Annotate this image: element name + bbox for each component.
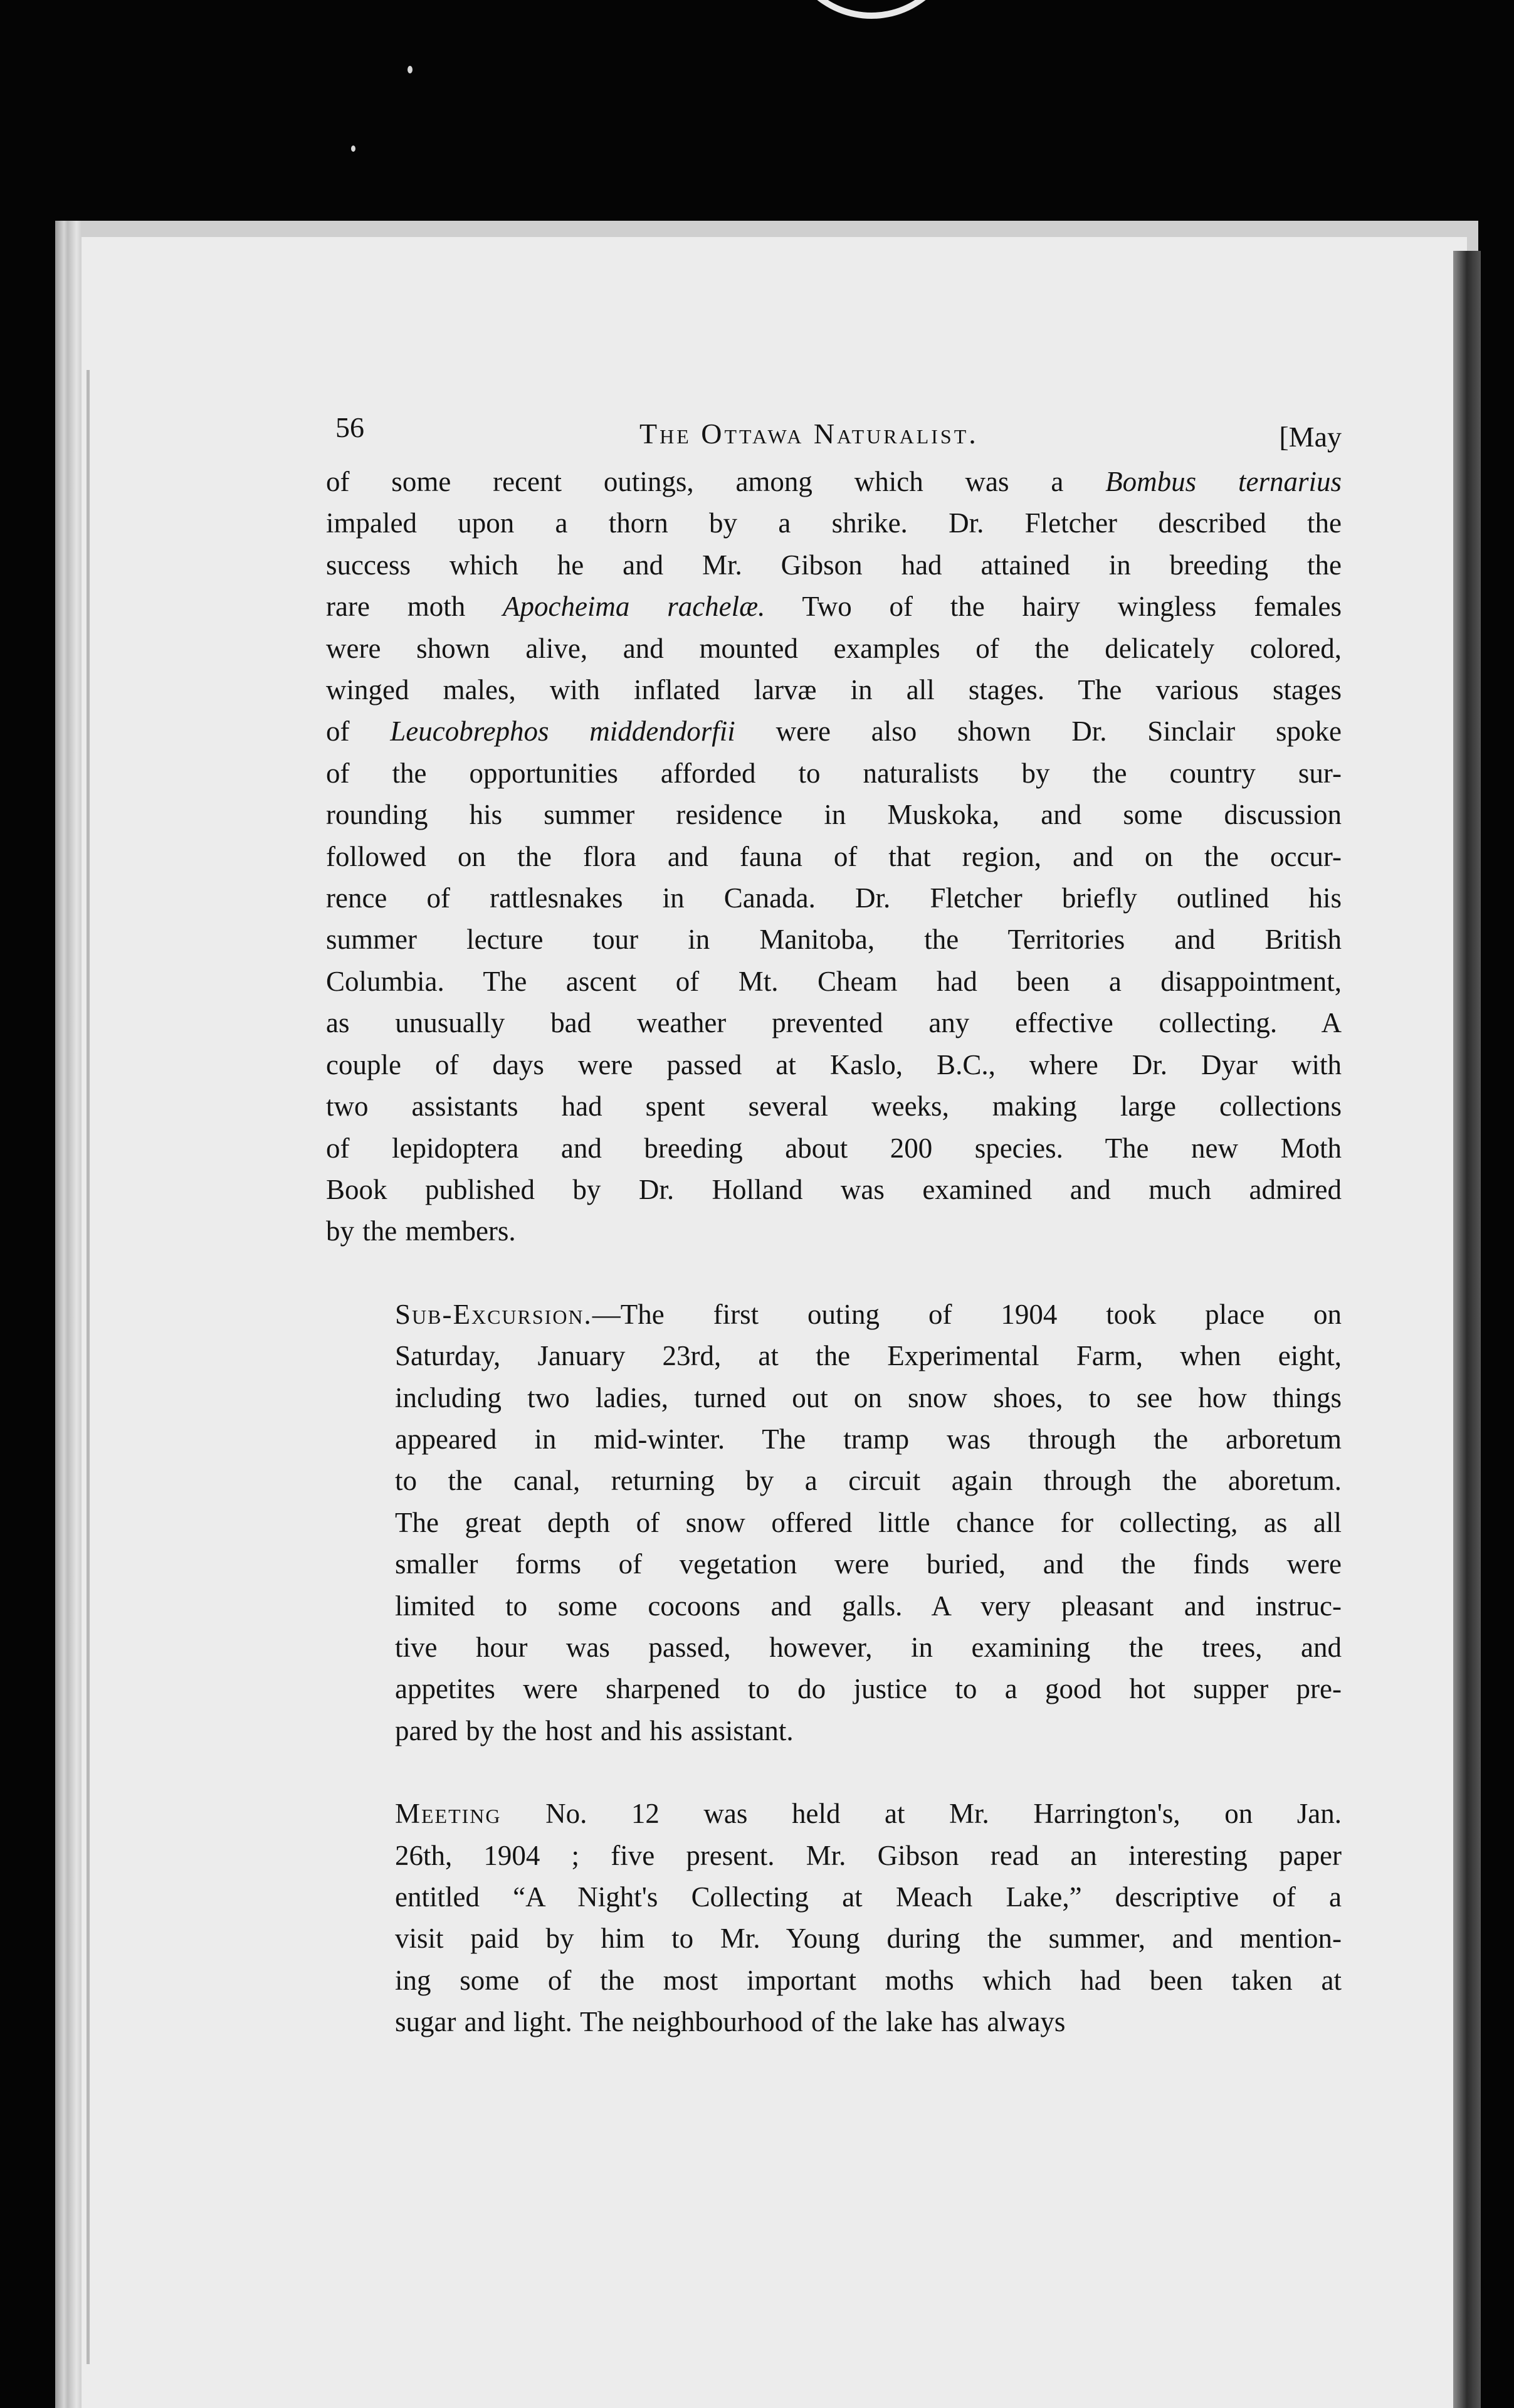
text-line: Columbia. The ascent of Mt. Cheam had been a disappointment, — [326, 965, 1342, 997]
text-line: followed on the flora and fauna of that region, and on the occur- — [326, 840, 1342, 872]
species-name: Bombus ternarius — [1105, 466, 1342, 497]
text-line: were shown alive, and mounted examples of the delicately colored, — [326, 632, 1342, 664]
species-name: Leucobrephos middendorfii — [390, 716, 735, 747]
text-line: rounding his summer residence in Muskoka, and some discussion — [326, 799, 1342, 831]
text-line: —The first outing of 1904 took place on — [592, 1298, 1342, 1330]
text-line: including two ladies, turned out on snow shoes, to see how things — [395, 1381, 1342, 1413]
dust-speck — [351, 145, 355, 152]
text-line: 26th, 1904 ; five present. Mr. Gibson read an interesting paper — [395, 1839, 1342, 1871]
text-line: limited to some cocoons and galls. A very pleasant and instruc- — [395, 1590, 1342, 1622]
text-line: No. 12 was held at Mr. Harrington's, on Jan. — [501, 1798, 1342, 1830]
species-name: Apocheima rachelæ. — [502, 591, 765, 623]
text-line: of Leucobrephos middendorfii were also shown Dr. Sinclair spoke — [326, 716, 1342, 747]
text-line: Saturday, January 23rd, at the Experimental Farm, when eight, — [395, 1340, 1342, 1372]
page-right-edge — [1453, 251, 1481, 2408]
journal-title: The Ottawa Naturalist. — [639, 418, 979, 450]
text-line: Book published by Dr. Holland was examined and much admired — [326, 1173, 1342, 1205]
text-line: entitled “A Night's Collecting at Meach Lake,” descriptive of a — [395, 1881, 1342, 1913]
text-line: appeared in mid-winter. The tramp was through the arboretum — [395, 1423, 1342, 1455]
text-line: couple of days were passed at Kaslo, B.C., where Dr. Dyar with — [326, 1048, 1342, 1080]
dust-speck — [407, 66, 413, 73]
page-content — [326, 411, 1342, 2043]
text-line: to the canal, returning by a circuit again through the aboretum. — [395, 1465, 1342, 1497]
text-line: tive hour was passed, however, in examining the trees, and — [395, 1631, 1342, 1663]
paragraph-meeting-notes — [326, 461, 1342, 1252]
text-line: visit paid by him to Mr. Young during the summer, and mention- — [395, 1923, 1342, 1955]
text-line: impaled upon a thorn by a shrike. Dr. Fletcher described the — [326, 507, 1342, 539]
text-line: rare moth Apocheima rachelæ. Two of the hairy wingless females — [326, 591, 1342, 623]
text-line: success which he and Mr. Gibson had attained in breeding the — [326, 549, 1342, 581]
section-lead-sub-excursion: Sub-Excursion. — [395, 1298, 592, 1330]
paragraph-meeting-12 — [326, 1793, 1342, 2042]
text-line: sugar and light. The neighbourhood of the lake has always — [395, 2006, 1066, 2038]
paragraph-sub-excursion — [326, 1294, 1342, 1751]
text-line: ing some of the most important moths which had been taken at — [395, 1964, 1342, 1996]
text-line: summer lecture tour in Manitoba, the Territories and British — [326, 924, 1342, 956]
text-line: rence of rattlesnakes in Canada. Dr. Fletcher briefly outlined his — [326, 882, 1342, 914]
text-line: smaller forms of vegetation were buried, and the finds were — [395, 1548, 1342, 1580]
text-line: of lepidoptera and breeding about 200 species. The new Moth — [326, 1132, 1342, 1164]
text-line: winged males, with inflated larvæ in all stages. The various stages — [326, 674, 1342, 706]
text-line: as unusually bad weather prevented any effective collecting. A — [326, 1007, 1342, 1039]
page-number: 56 — [335, 411, 364, 443]
text-line: of the opportunities afforded to naturalists by the country sur- — [326, 757, 1342, 789]
text-line: appetites were sharpened to do justice to a good hot supper pre- — [395, 1673, 1342, 1705]
running-header — [326, 411, 1342, 455]
page-left-shadow — [87, 370, 90, 2364]
text-line: by the members. — [326, 1215, 516, 1247]
section-lead-meeting: Meeting — [395, 1798, 502, 1830]
month-label: [May — [1279, 421, 1342, 453]
text-line: of some recent outings, among which was a Bombus ternarius — [326, 466, 1342, 497]
text-line: two assistants had spent several weeks, making large collections — [326, 1090, 1342, 1122]
text-line: pared by the host and his assistant. — [395, 1714, 794, 1746]
text-line: The great depth of snow offered little chance for collecting, as all — [395, 1506, 1342, 1538]
